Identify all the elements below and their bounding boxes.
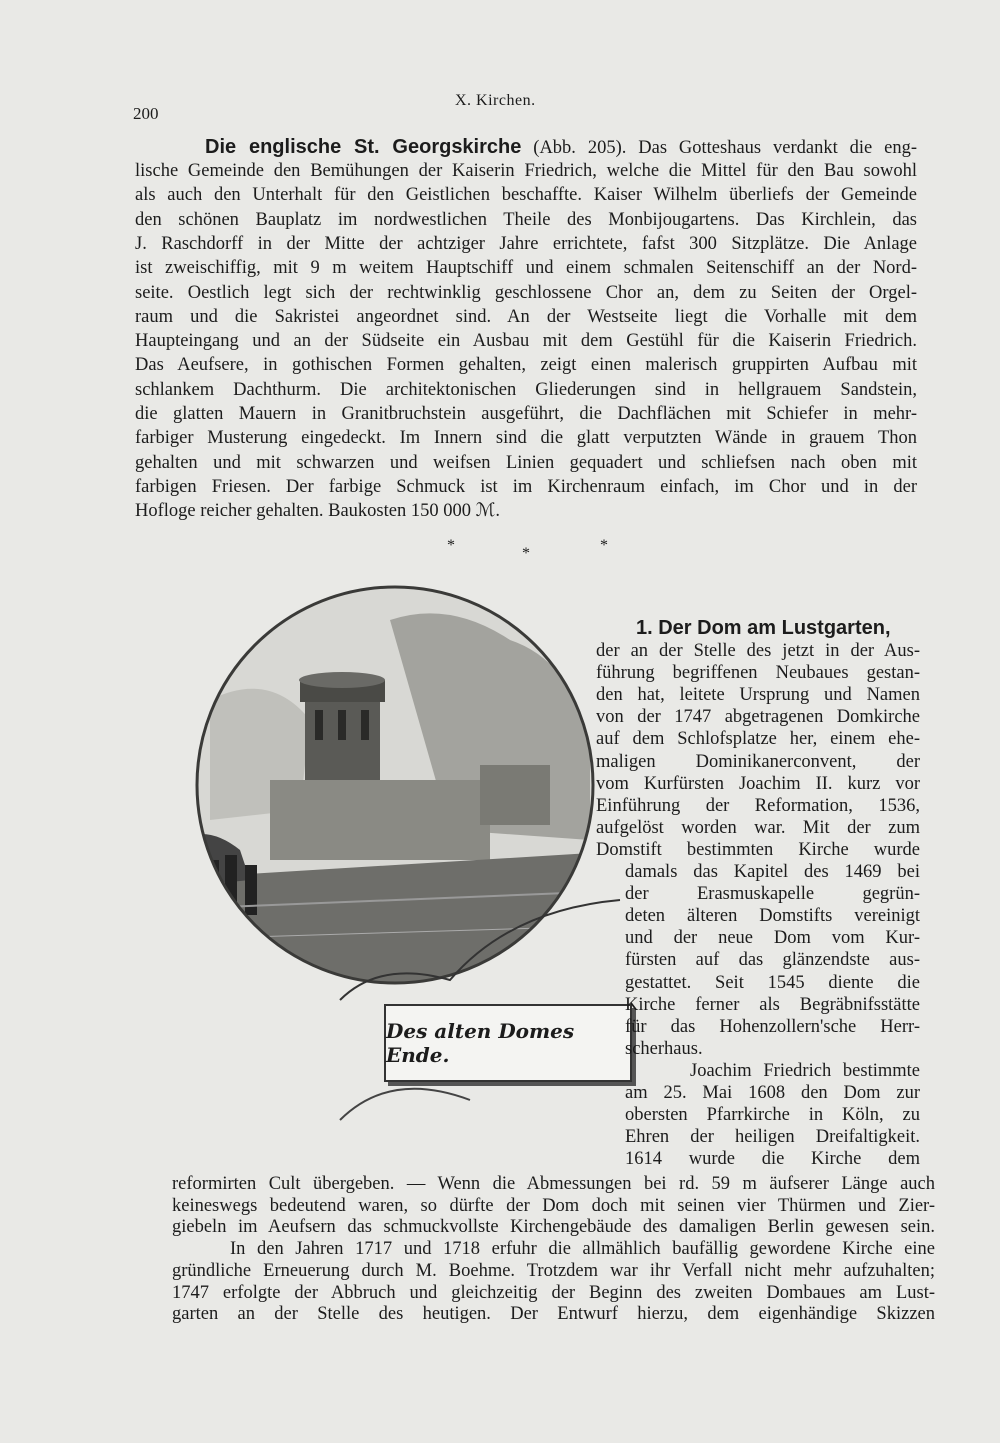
section-heading-dom: 1. Der Dom am Lustgarten, [636,617,891,639]
running-head: X. Kirchen. [455,92,536,109]
text-line: Domstift bestimmten Kirche wurde [596,839,920,860]
separator-star: * [447,537,455,554]
text-line: In den Jahren 1717 und 1718 erfuhr die allmählich baufällig gewordene Kirche eine [230,1239,935,1260]
text-line: der Erasmuskapelle gegrün- [625,884,920,905]
text-line: als auch den Unterhalt für den Geistlichen beschaffte. Kaiser Wilhelm überliefs der Gemeinde [135,185,917,206]
text-line: gehalten und mit schwarzen und weifsen Linien gequadert und schliefsen nach oben mit [135,452,917,473]
text-line: deten älteren Domstifts vereinigt [625,906,920,927]
illustration-old-cathedral [150,580,640,1140]
text-line: schlankem Dachthurm. Die architektonischen Gliederungen sind in hellgrauem Sandstein, [135,379,917,400]
text-line: seite. Oestlich legt sich der rechtwinklig geschlossene Chor an, dem zu Seiten der Orgel- [135,282,917,303]
text-line: auf dem Schlofsplatze her, einem ehe- [596,729,920,750]
text-line: Haupteingang und an der Südseite ein Ausbau mit dem Gestühl für die Kaiserin Friedrich. [135,331,917,352]
text-line: J. Raschdorff in der Mitte der achtziger Jahre errichtete, fafst 300 Sitzplätze. Die Anlage [135,233,917,254]
text-line: Einführung der Reformation, 1536, [596,795,920,816]
text-line: farbiger Musterung eingedeckt. Im Innern sind die glatt verputzten Wände in grauem Thon [135,428,917,449]
text-line: keineswegs bedeutend waren, so dürfte der Dom doch mit seinen vier Thürmen und Zier- [172,1195,935,1216]
text-line: reformirten Cult übergeben. — Wenn die Abmessungen bei rd. 59 m äufserer Länge auch [172,1174,935,1194]
page-number: 200 [133,104,159,123]
text-line: damals das Kapitel des 1469 bei [625,862,920,882]
text-line: Das Aeufsere, in gothischen Formen gehalten, zeigt einen malerisch gruppirten Aufbau mit [135,355,917,376]
text-line: den hat, leitete Ursprung und Namen [596,685,920,706]
text-line: den schönen Bauplatz im nordwestlichen Theile des Monbijougartens. Das Kirchlein, das [135,209,917,230]
text-line: gründliche Erneuerung durch M. Boehme. Trotzdem war ihr Verfall nicht mehr aufzuhalten; [172,1260,935,1281]
text-line: raum und die Sakristei angeordnet sind. An der Westseite liegt die Vorhalle mit dem [135,306,917,327]
text-line: ist zweischiffig, mit 9 m weitem Hauptschiff und einem schmalen Seitenschiff an der Nord- [135,258,917,279]
text-line: vom Kurfürsten Joachim II. kurz vor [596,773,920,794]
text-line: gestattet. Seit 1545 diente die [625,972,920,993]
text-line: giebeln im Aeufsern das schmuckvollste Kirchengebäude des damaligen Berlin gewesen sein. [172,1217,935,1238]
text-line: die glatten Mauern in Granitbruchstein ausgeführt, die Dachflächen mit Schiefer in mehr- [135,404,917,424]
text-line: für das Hohenzollern'sche Herr- [625,1016,920,1037]
section-heading: Die englische St. Georgskirche [205,136,522,158]
text-line: maligen Dominikanerconvent, der [596,751,920,772]
illustration-caption: Des alten Domes Ende. [384,1004,632,1082]
text-line: 1747 erfolgte der Abbruch und gleichzeitig der Beginn des zweiten Dombaues am Lust- [172,1282,935,1303]
text-line: Ehren der heiligen Dreifaltigkeit. [625,1127,920,1148]
section-first-line-text: (Abb. 205). Das Gotteshaus verdankt die eng- [533,138,918,158]
text-line: am 25. Mai 1608 den Dom zur [625,1083,920,1103]
separator-star: * [600,537,608,554]
text-line: scherhaus. [625,1038,703,1059]
text-line: und der neue Dom vom Kur- [625,928,920,949]
text-line: Kirche ferner als Begräbnifsstätte [625,994,920,1015]
text-line: 1614 wurde die Kirche dem [625,1149,920,1170]
text-line: Hofloge reicher gehalten. Baukosten 150 000 ℳ. [135,501,501,522]
separator-star: * [522,545,530,562]
text-line: lische Gemeinde den Bemühungen der Kaiserin Friedrich, welche die Mittel für den Bau sowohl [135,161,917,181]
text-line: führung begriffenen Neubaues gestan- [596,663,920,684]
text-line: der an der Stelle des jetzt in der Aus- [596,641,920,661]
text-line: garten an der Stelle des heutigen. Der Entwurf hierzu, dem eigenhändige Skizzen [172,1304,935,1325]
text-line: aufgelöst worden war. Mit der zum [596,817,920,838]
text-line: farbigen Friesen. Der farbige Schmuck ist im Kirchenraum einfach, im Chor und in der [135,476,917,497]
text-line: von der 1747 abgetragenen Domkirche [596,707,920,728]
section-first-line [205,136,917,159]
text-line: obersten Pfarrkirche in Köln, zu [625,1105,920,1126]
text-line: fürsten auf das glänzendste aus- [625,950,920,971]
text-line: Joachim Friedrich bestimmte [690,1060,920,1081]
